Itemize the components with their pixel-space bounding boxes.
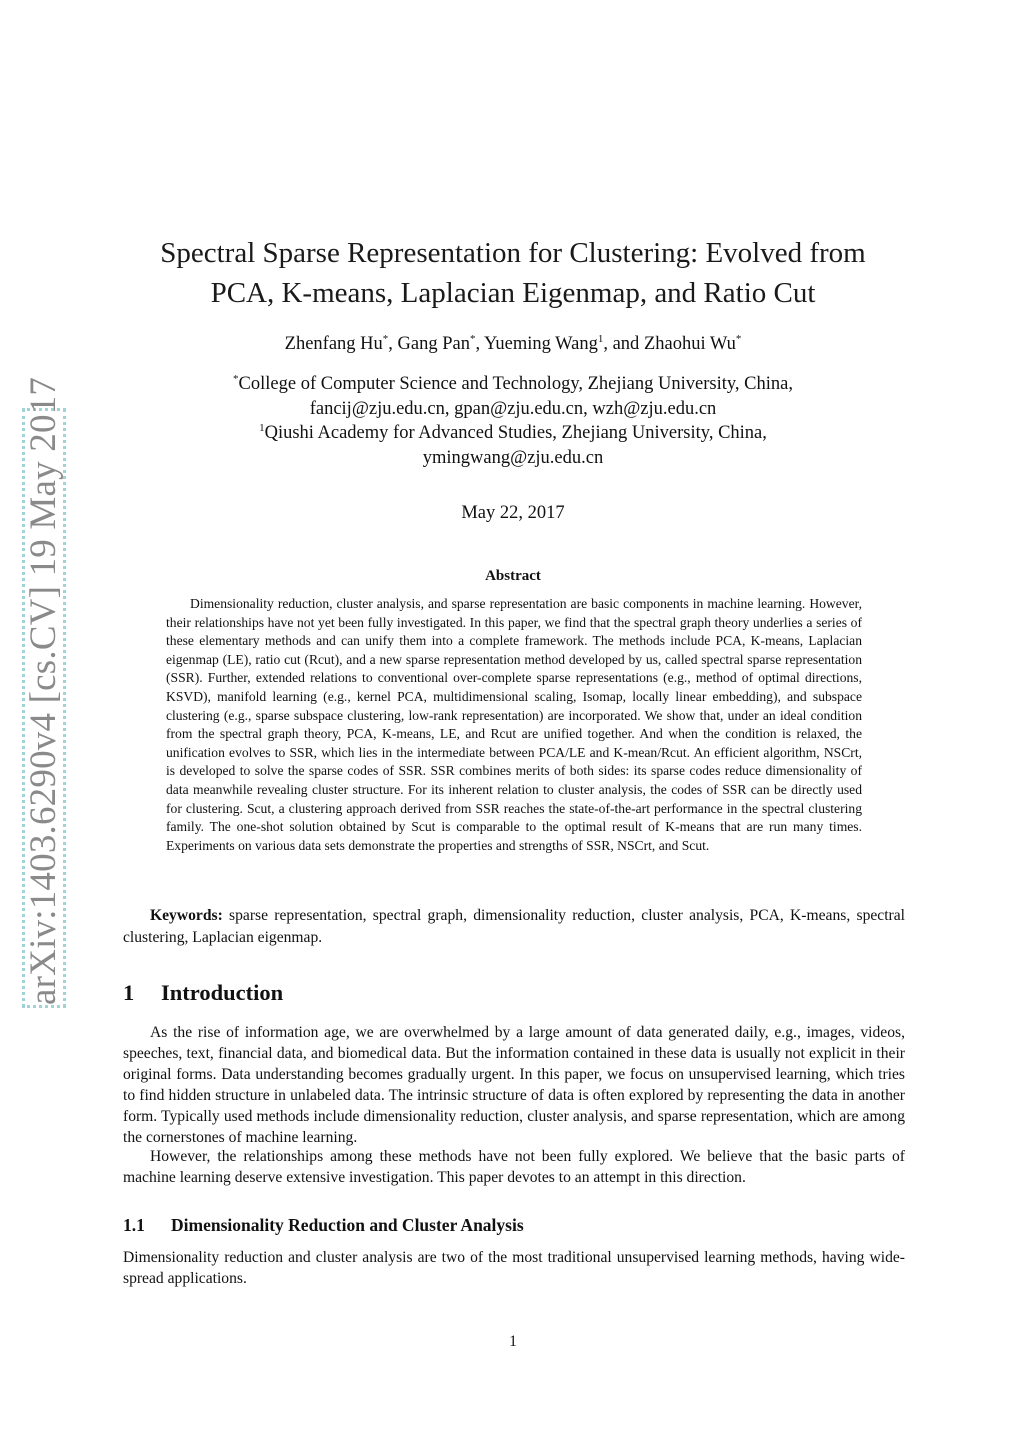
affiliations	[100, 372, 926, 470]
subsection-title: Dimensionality Reduction and Cluster Analysis	[171, 1215, 524, 1235]
affiliation-mark: *	[233, 372, 239, 385]
section-title: Introduction	[161, 980, 284, 1005]
affiliation-1	[100, 372, 926, 397]
title-line-2: PCA, K-means, Laplacian Eigenmap, and Ratio Cut	[210, 277, 816, 309]
author-mark: *	[735, 332, 742, 345]
section-heading-introduction	[123, 978, 283, 1008]
abstract-heading: Abstract	[485, 568, 541, 584]
affiliation-mark: 1	[259, 421, 265, 434]
abstract-text: Dimensionality reduction, cluster analysis, and sparse representation are basic components in machine learning. However, their relationships have not yet been fully investigated. In this paper, we find that the spectral graph theory underlies a series of these elementary methods and can unify them into a complete framework. The methods include PCA, K-means, Laplacian eigenmap (LE), ratio cut (Rcut), and a new sparse representation method developed by us, called spectral sparse representation (SSR). Further, extended relations to conventional over-complete sparse representations (e.g., method of optimal directions, KSVD), manifold learning (e.g., kernel PCA, multidimensional scaling, Isomap, locally linear embedding), and subspace clustering (e.g., sparse subspace clustering, low-rank representation) are incorporated. We show that, under an ideal condition from the spectral graph theory, PCA, K-means, LE, and Rcut are unified together. And when the condition is relaxed, the unification evolves to SSR, which lies in the intermediate between PCA/LE and K-mean/Rcut. An efficient algorithm, NSCrt, is developed to solve the sparse codes of SSR. SSR combines merits of both sides: its sparse codes reduce dimensionality of data meanwhile revealing cluster structure. For its inherent relation to cluster analysis, the codes of SSR can be directly used for clustering. Scut, a clustering approach derived from SSR reaches the state-of-the-art performance in the spectral clustering family. The one-shot solution obtained by Scut is comparable to the optimal result of K-means that are run many times. Experiments on various data sets demonstrate the properties and strengths of SSR, NSCrt, and Scut.	[166, 596, 862, 853]
paper-date: May 22, 2017	[461, 503, 565, 523]
keywords-text: sparse representation, spectral graph, dimensionality reduction, cluster analysis, PCA, K-means, spectral clustering, Laplacian eigenmap.	[123, 907, 905, 946]
section-number: 1	[123, 980, 135, 1005]
author-name: Zhaohui Wu	[643, 334, 736, 354]
intro-paragraph-2: However, the relationships among these methods have not been fully explored. We believe that the basic parts of machine learning deserve extensive investigation. This paper devotes to an attempt in this direction.	[123, 1148, 905, 1186]
keywords-label: Keywords:	[150, 907, 223, 924]
author-mark: *	[469, 332, 476, 345]
affiliation-1-emails: fancij@zju.edu.cn, gpan@zju.edu.cn, wzh@zju.edu.cn	[309, 398, 717, 419]
arxiv-side-stamp: arXiv:1403.6290v4 [cs.CV] 19 May 2017	[22, 408, 66, 1008]
affiliation-name: College of Computer Science and Technology, Zhejiang University, China,	[238, 374, 793, 394]
author-mark: 1	[597, 332, 604, 345]
author-separator: ,	[475, 334, 485, 354]
affiliation-name: Qiushi Academy for Advanced Studies, Zhejiang University, China,	[264, 423, 767, 443]
keywords	[123, 905, 905, 948]
author-name: Gang Pan	[397, 334, 470, 354]
page-number: 1	[509, 1333, 517, 1350]
intro-paragraph-1: As the rise of information age, we are overwhelmed by a large amount of data generated daily, e.g., images, videos, speeches, text, financial data, and biomedical data. But the information contained in these data is usually not explicit in their original forms. Data understanding becomes gradually urgent. In this paper, we focus on unsupervised learning, which tries to find hidden structure in unlabeled data. The intrinsic structure of data is often explored by representing the data in another form. Typically used methods include dimensionality reduction, cluster analysis, and sparse representation, which are among the cornerstones of machine learning.	[123, 1024, 905, 1146]
title-line-1: Spectral Sparse Representation for Clustering: Evolved from	[160, 237, 866, 269]
subsection-number: 1.1	[123, 1215, 145, 1235]
affiliation-2	[100, 421, 926, 446]
author-separator: , and	[603, 334, 644, 354]
author-list	[100, 331, 926, 357]
author-name: Zhenfang Hu	[284, 334, 383, 354]
author-name: Yueming Wang	[484, 334, 598, 354]
author-separator: ,	[388, 334, 398, 354]
affiliation-2-emails: ymingwang@zju.edu.cn	[422, 447, 604, 468]
subsection-paragraph-1: Dimensionality reduction and cluster analysis are two of the most traditional unsupervised learning methods, having wide-spread applications.	[123, 1249, 905, 1287]
author-mark: *	[382, 332, 389, 345]
subsection-heading-dim-reduction	[123, 1213, 524, 1237]
paper-title	[100, 233, 926, 313]
